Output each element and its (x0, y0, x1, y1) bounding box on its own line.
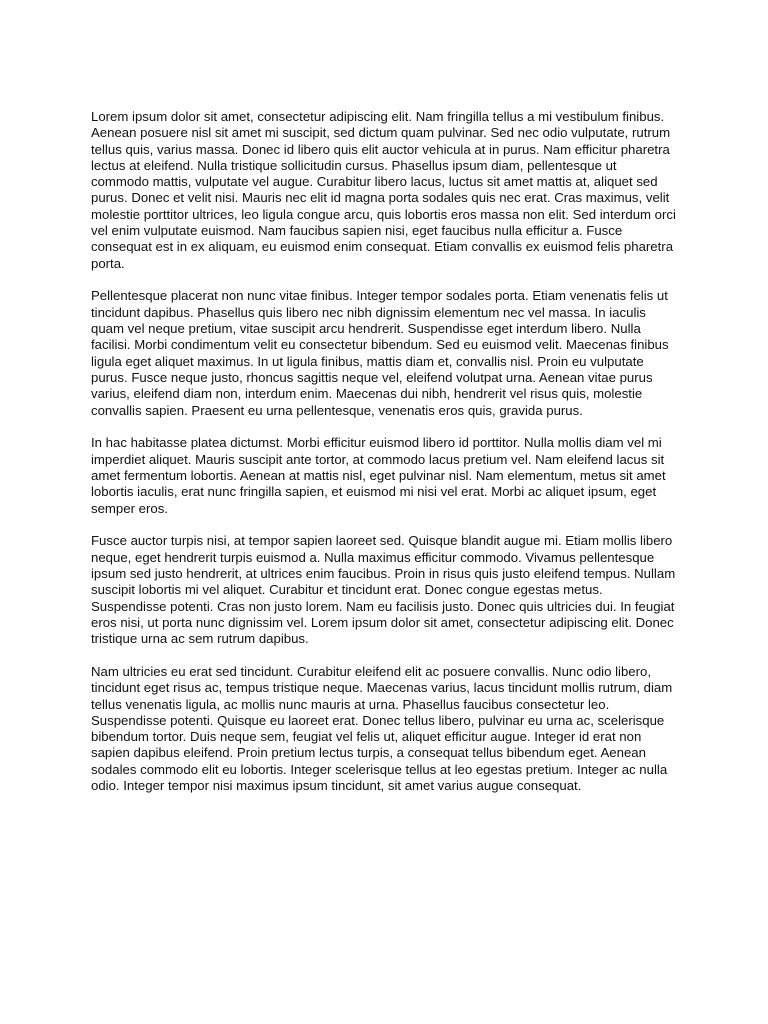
paragraph-5: Nam ultricies eu erat sed tincidunt. Curabitur eleifend elit ac posuere convallis. Nunc odio libero, tincidunt eget risus ac, tempus tristique neque. Maecenas varius, lacus tincidunt mollis rutrum, diam tellus venenatis ligula, ac mollis nunc mauris at urna. Phasellus faucibus consectetur leo. Suspendisse potenti. Quisque eu laoreet erat. Donec tellus libero, pulvinar eu urna ac, scelerisque bibendum tortor. Duis neque sem, feugiat vel felis ut, aliquet efficitur augue. Integer id erat non sapien dapibus eleifend. Proin pretium lectus turpis, a consequat tellus bibendum eget. Aenean sodales commodo elit eu lobortis. Integer scelerisque tellus at leo egestas pretium. Integer ac nulla odio. Integer tempor nisi maximus ipsum tincidunt, sit amet varius augue consequat. (91, 663, 673, 793)
paragraph-3: In hac habitasse platea dictumst. Morbi efficitur euismod libero id porttitor. Nulla mollis diam vel mi imperdiet aliquet. Mauris suscipit ante tortor, at commodo lacus pretium vel. Nam eleifend lacus sit amet fermentum lobortis. Aenean at mattis nisl, eget pulvinar nisl. Nam elementum, metus sit amet lobortis iaculis, erat nunc fringilla sapien, et euismod mi nisi vel erat. Morbi ac aliquet ipsum, eget semper eros. (91, 435, 666, 516)
paragraph-2: Pellentesque placerat non nunc vitae finibus. Integer tempor sodales porta. Etiam venenatis felis ut tincidunt dapibus. Phasellus quis libero nec nibh dignissim elementum nec vel massa. In iaculis quam vel neque pretium, vitae suscipit arcu hendrerit. Suspendisse eget interdum libero. Nulla facilisi. Morbi condimentum velit eu consectetur bibendum. Sed eu euismod velit. Maecenas finibus ligula eget aliquet maximus. In ut ligula finibus, mattis diam et, convallis nisl. Proin eu vulputate purus. Fusce neque justo, rhoncus sagittis neque vel, eleifend volutpat urna. Aenean vitae purus varius, eleifend diam non, interdum enim. Maecenas dui nibh, hendrerit vel risus quis, molestie convallis sapien. Praesent eu urna pellentesque, venenatis eros quis, gravida purus. (91, 288, 669, 418)
document-body (91, 109, 678, 794)
paragraph-1: Lorem ipsum dolor sit amet, consectetur adipiscing elit. Nam fringilla tellus a mi vestibulum finibus. Aenean posuere nisl sit amet mi suscipit, sed dictum quam pulvinar. Sed nec odio vulputate, rutrum tellus quis, varius massa. Donec id libero quis elit auctor vehicula at in purus. Nam efficitur pharetra lectus at eleifend. Nulla tristique sollicitudin cursus. Phasellus ipsum diam, pellentesque ut commodo mattis, vulputate vel augue. Curabitur libero lacus, luctus sit amet mattis at, aliquet sed purus. Donec et velit nisi. Mauris nec elit id magna porta sodales quis nec erat. Cras maximus, velit molestie porttitor ultrices, leo ligula congue arcu, quis lobortis eros massa non elit. Sed interdum orci vel enim vulputate euismod. Nam faucibus sapien nisi, eget faucibus nulla efficitur a. Fusce consequat est in ex aliquam, eu euismod enim consequat. Etiam convallis ex euismod felis pharetra porta. (91, 109, 676, 271)
paragraph-4: Fusce auctor turpis nisi, at tempor sapien laoreet sed. Quisque blandit augue mi. Etiam mollis libero neque, eget hendrerit turpis euismod a. Nulla maximus efficitur commodo. Vivamus pellentesque ipsum sed justo hendrerit, at ultrices enim faucibus. Proin in risus quis justo eleifend tempus. Nullam suscipit lobortis mi vel aliquet. Curabitur et tincidunt erat. Donec congue egestas metus. Suspendisse potenti. Cras non justo lorem. Nam eu facilisis justo. Donec quis ultricies dui. In feugiat eros nisi, ut porta nunc dignissim vel. Lorem ipsum dolor sit amet, consectetur adipiscing elit. Donec tristique urna ac sem rutrum dapibus. (91, 533, 676, 647)
